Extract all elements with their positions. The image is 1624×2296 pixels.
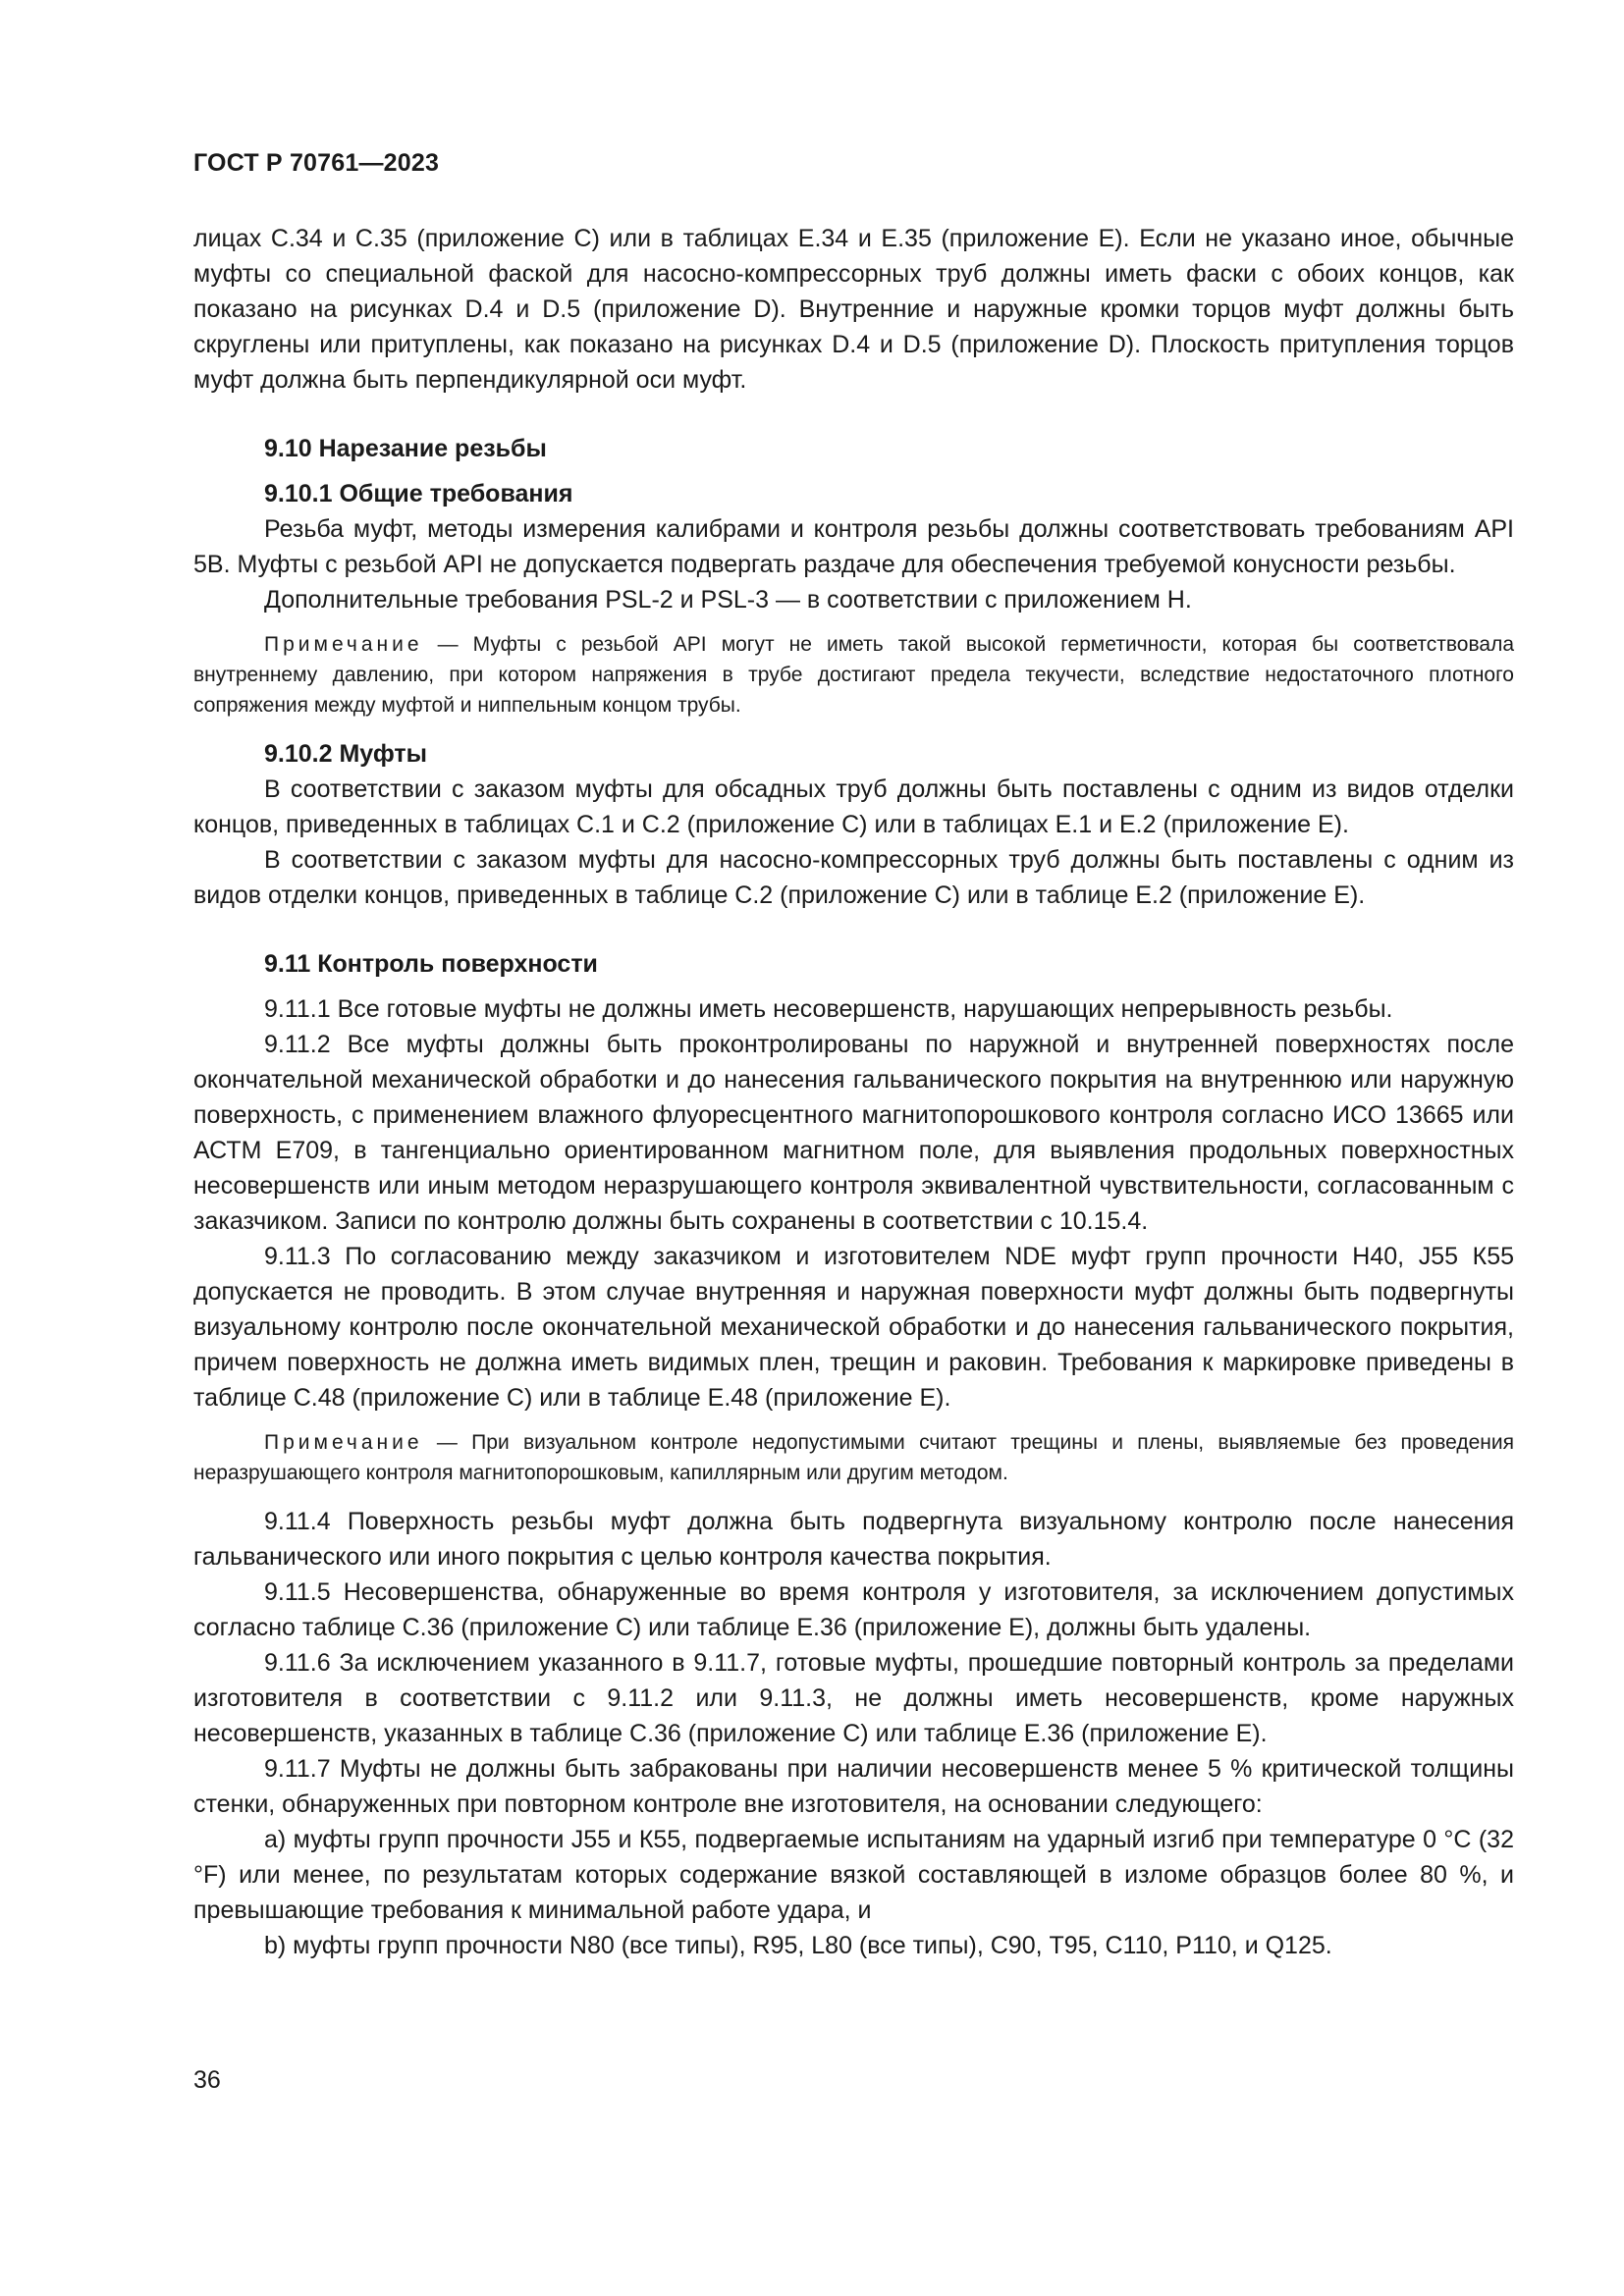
section-9-11-1-paragraph: 9.11.1 Все готовые муфты не должны иметь несовершенств, нарушающих непрерывность резьбы. [264, 995, 1393, 1023]
section-9-11-5-paragraph: 9.11.5 Несовершенства, обнаруженные во время контроля у изготовителя, за исключением допустимых согласно таблице С.36 (приложение С) или таблице Е.36 (приложение Е), должны быть удалены. [193, 1578, 1514, 1641]
section-9-11-2-paragraph: 9.11.2 Все муфты должны быть проконтролированы по наружной и внутренней поверхностях после окончательной механической обработки и до нанесения гальванического покрытия на внутреннюю или наружную поверхность, с применением влажного флуоресцентного магнитопорошкового контроля согласно ИСО 13665 или АСТМ Е709, в тангенциально ориентированном магнитном поле, для выявления продольных поверхностных несовершенств или иным методом неразрушающего контроля эквивалентной чувствительности, согласованным с заказчиком. Записи по контролю должны быть сохранены в соответствии с 10.15.4. [193, 1031, 1514, 1235]
section-9-10-1-paragraph-2: Дополнительные требования PSL-2 и PSL-3 — в соответствии с приложением Н. [264, 586, 1192, 614]
note-1-text: — Муфты с резьбой API могут не иметь такой высокой герметичности, которая бы соответствовала внутреннему давлению, при котором напряжения в трубе достигают предела текучести, вследствие недостаточного плотного сопряжения между муфтой и ниппельным концом трубы. [193, 633, 1514, 717]
note-1-label: Примечание [264, 633, 423, 656]
note-2 [193, 1427, 1514, 1488]
section-9-10-2-paragraph-2: В соответствии с заказом муфты для насосно-компрессорных труб должны быть поставлены с одним из видов отделки концов, приведенных в таблице С.2 (приложение С) или в таблице Е.2 (приложение Е). [193, 846, 1514, 909]
note-2-label: Примечание [264, 1431, 423, 1454]
section-9-11-title: 9.11 Контроль поверхности [264, 950, 598, 978]
section-9-10-1-paragraph-1: Резьба муфт, методы измерения калибрами и контроля резьбы должны соответствовать требованиям API 5B. Муфты с резьбой API не допускается подвергать раздаче для обеспечения требуемой конусности резьбы. [193, 515, 1514, 578]
section-9-11-3-paragraph: 9.11.3 По согласованию между заказчиком и изготовителем NDE муфт групп прочности Н40, J55 К55 допускается не проводить. В этом случае внутренняя и наружная поверхности муфт должны быть подвергнуты визуальному контролю после окончательной механической обработки и до нанесения гальванического покрытия, причем поверхность не должна иметь видимых плен, трещин и раковин. Требования к маркировке приведены в таблице С.48 (приложение С) или в таблице Е.48 (приложение Е). [193, 1243, 1514, 1412]
list-item-b: b) муфты групп прочности N80 (все типы), R95, L80 (все типы), С90, Т95, С110, Р110, и Q125. [264, 1932, 1332, 1959]
intro-paragraph: лицах С.34 и С.35 (приложение С) или в таблицах Е.34 и Е.35 (приложение Е). Если не указано иное, обычные муфты со специальной фаской для насосно-компрессорных труб должны иметь фаски с обоих концов, как показано на рисунках D.4 и D.5 (приложение D). Внутренние и наружные кромки торцов муфт должны быть скруглены или притуплены, как показано на рисунках D.4 и D.5 (приложение D). Плоскость притупления торцов муфт должна быть перпендикулярной оси муфт. [193, 225, 1514, 394]
section-9-10-1-title: 9.10.1 Общие требования [264, 480, 573, 507]
document-page [193, 147, 1514, 1963]
section-9-10-title: 9.10 Нарезание резьбы [264, 435, 547, 462]
document-header: ГОСТ Р 70761—2023 [193, 149, 440, 177]
list-item-a: a) муфты групп прочности J55 и К55, подвергаемые испытаниям на ударный изгиб при температуре 0 °С (32 °F) или менее, по результатам которых содержание вязкой составляющей в изломе образцов более 80 %, и превышающие требования к минимальной работе удара, и [193, 1826, 1514, 1924]
section-9-10-2-title: 9.10.2 Муфты [264, 740, 427, 768]
section-9-11-7-paragraph: 9.11.7 Муфты не должны быть забракованы при наличии несовершенств менее 5 % критической толщины стенки, обнаруженных при повторном контроле вне изготовителя, на основании следующего: [193, 1755, 1514, 1818]
section-9-11-6-paragraph: 9.11.6 За исключением указанного в 9.11.7, готовые муфты, прошедшие повторный контроль за пределами изготовителя в соответствии с 9.11.2 или 9.11.3, не должны иметь несовершенств, кроме наружных несовершенств, указанных в таблице С.36 (приложение С) или таблице Е.36 (приложение Е). [193, 1649, 1514, 1747]
section-9-11-4-paragraph: 9.11.4 Поверхность резьбы муфт должна быть подвергнута визуальному контролю после нанесения гальванического или иного покрытия с целью контроля качества покрытия. [193, 1508, 1514, 1571]
section-9-10-2-paragraph-1: В соответствии с заказом муфты для обсадных труб должны быть поставлены с одним из видов отделки концов, приведенных в таблицах С.1 и С.2 (приложение С) или в таблицах Е.1 и Е.2 (приложение Е). [193, 775, 1514, 838]
note-2-text: — При визуальном контроле недопустимыми считают трещины и плены, выявляемые без проведения неразрушающего контроля магнитопорошковым, капиллярным или другим методом. [193, 1431, 1514, 1484]
page-number: 36 [193, 2066, 221, 2094]
note-1 [193, 629, 1514, 721]
